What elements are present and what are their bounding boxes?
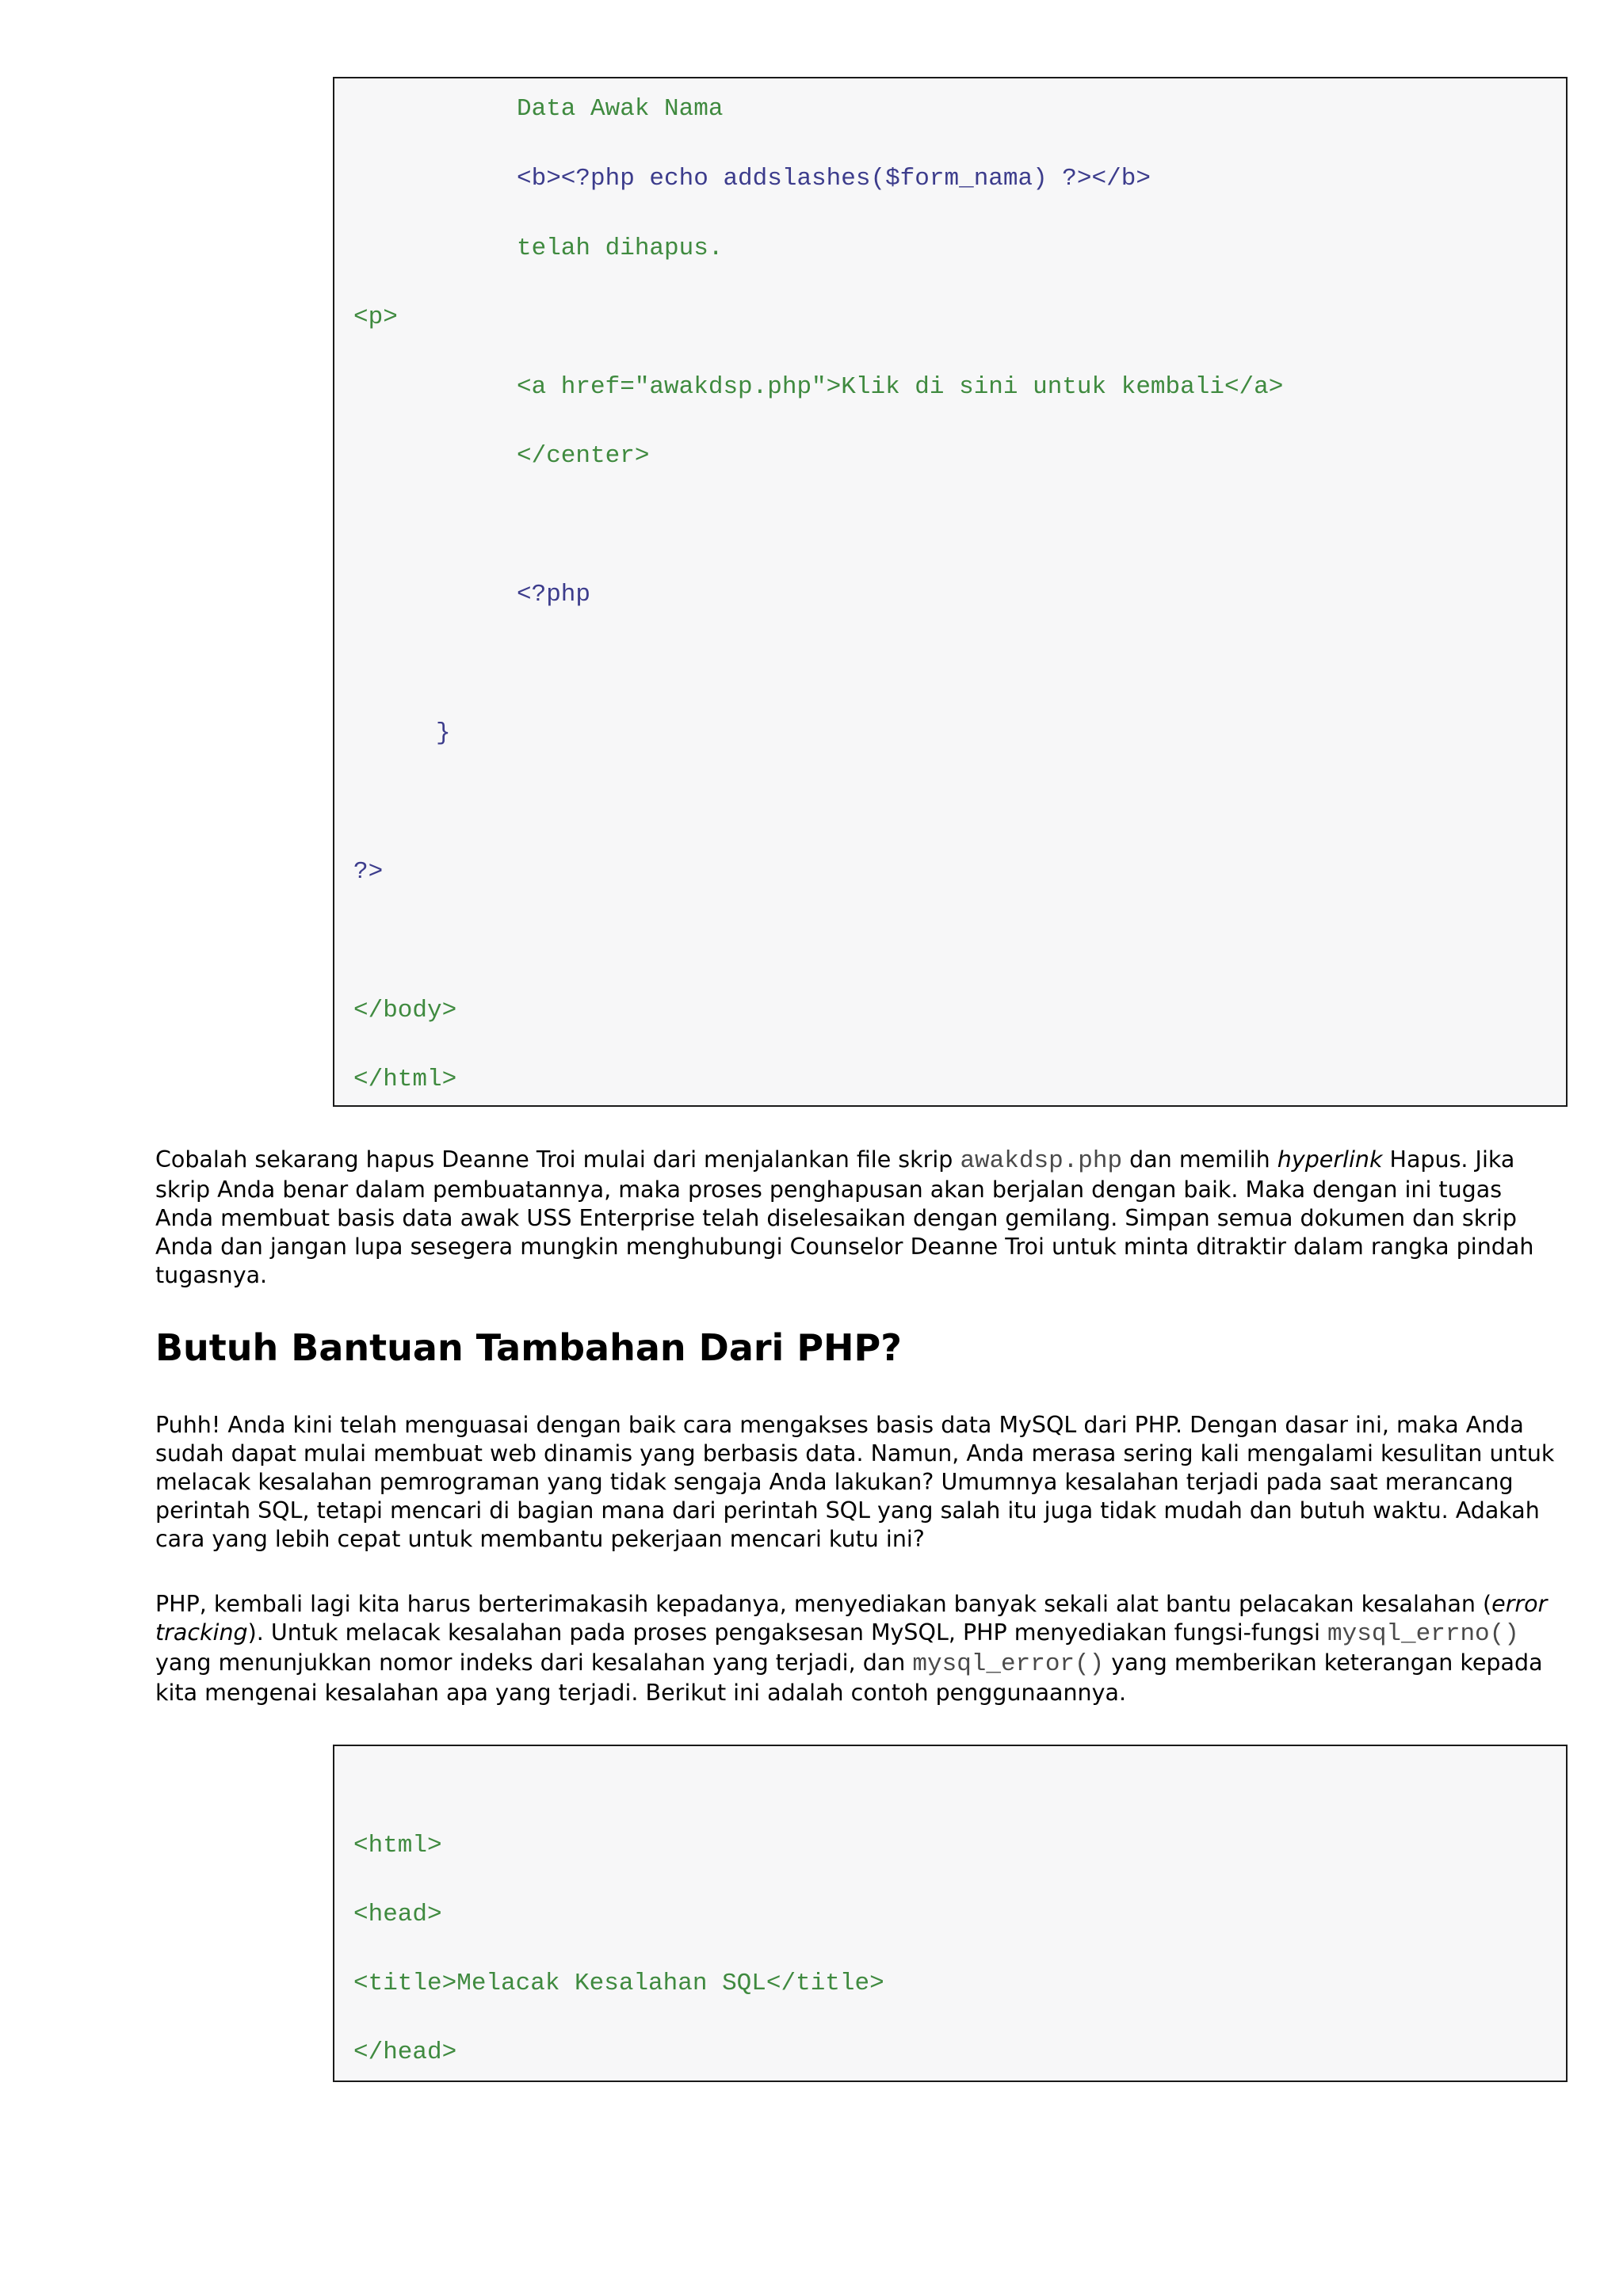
inline-code: mysql_error() <box>912 1650 1105 1678</box>
text-run: ). Untuk melacak kesalahan pada proses pengaksesan MySQL, PHP menyediakan fungsi-fungsi <box>247 1619 1328 1646</box>
text-run: dan memilih <box>1122 1146 1277 1173</box>
italic-term: error tracking <box>155 1591 1548 1646</box>
paragraph-1 <box>155 1146 1558 1290</box>
code-line: <title>Melacak Kesalahan SQL</title> <box>353 1970 884 1997</box>
code-block-1 <box>333 77 1568 1107</box>
code-line: Data Awak Nama <box>517 95 724 123</box>
section-heading: Butuh Bantuan Tambahan Dari PHP? <box>155 1326 902 1369</box>
code-line: ?> <box>353 858 384 886</box>
inline-code: awakdsp.php <box>960 1147 1123 1175</box>
code-line: <html> <box>353 1832 442 1859</box>
code-line: </html> <box>353 1066 457 1093</box>
italic-term: hyperlink <box>1277 1146 1383 1173</box>
code-line: <a href="awakdsp.php">Klik di sini untuk kembali</a> <box>517 373 1284 401</box>
inline-code: mysql_errno() <box>1327 1620 1519 1648</box>
code-line: <?php <box>517 581 591 608</box>
code-block-2 <box>333 1745 1568 2082</box>
code-line: telah dihapus. <box>517 235 724 262</box>
text-run: Cobalah sekarang hapus Deanne Troi mulai dari menjalankan file skrip <box>155 1146 960 1173</box>
text-run: Hapus. Jika skrip Anda benar dalam pembuatannya, maka proses penghapusan akan berjalan dengan baik. Maka dengan ini tugas Anda membuat basis data awak USS Enterprise telah diselesaikan dengan gemilang. Simpan semua dokumen dan skrip Anda dan jangan lupa sesegera mungkin menghubungi Counselor Deanne Troi untuk minta ditraktir dalam rangka pindah tugasnya. <box>155 1146 1534 1288</box>
code-line: </center> <box>517 442 650 470</box>
code-line: <b><?php echo addslashes($form_nama) ?></b> <box>517 165 1151 193</box>
text-run: yang memberikan keterangan kepada kita mengenai kesalahan apa yang terjadi. Berikut ini adalah contoh penggunaannya. <box>155 1650 1543 1706</box>
code-line: </body> <box>353 997 457 1024</box>
code-line: <p> <box>353 303 398 331</box>
paragraph-3 <box>155 1590 1558 1707</box>
paragraph-2: Puhh! Anda kini telah menguasai dengan baik cara mengakses basis data MySQL dari PHP. Dengan dasar ini, maka Anda sudah dapat mulai membuat web dinamis yang berbasis data. Namun, Anda merasa sering kali mengalami kesulitan untuk melacak kesalahan pemrograman yang tidak sengaja Anda lakukan? Umumnya kesalahan terjadi pada saat merancang perintah SQL, tetapi mencari di bagian mana dari perintah SQL yang salah itu juga tidak mudah dan butuh waktu. Adakah cara yang lebih cepat untuk membantu pekerjaan mencari kutu ini? <box>155 1412 1555 1552</box>
code-line: </head> <box>353 2039 457 2066</box>
text-run: PHP, kembali lagi kita harus berterimakasih kepadanya, menyediakan banyak sekali alat bantu pelacakan kesalahan ( <box>155 1591 1492 1617</box>
code-line: } <box>436 719 451 747</box>
code-line: <head> <box>353 1901 442 1928</box>
text-run: yang menunjukkan nomor indeks dari kesalahan yang terjadi, dan <box>155 1650 913 1676</box>
